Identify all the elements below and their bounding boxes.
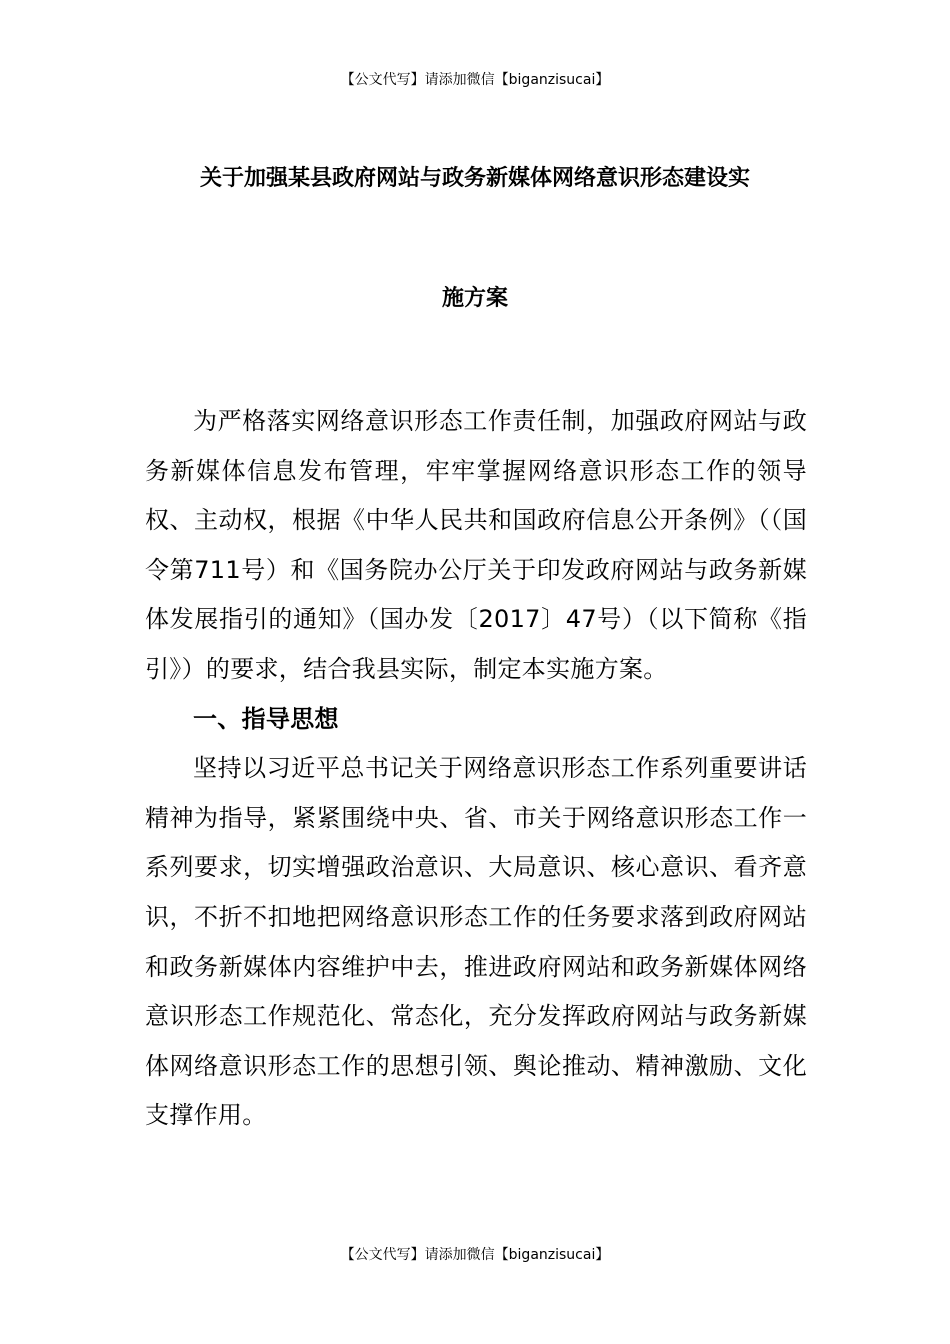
intro-paragraph: 为严格落实网络意识形态工作责任制，加强政府网站与政务新媒体信息发布管理，牢牢掌握网络意识形态工作的领导权、主动权，根据《中华人民共和国政府信息公开条例》（（国令第711号）和《国务院办公厅关于印发政府网站与政务新媒体发展指引的通知》（国办发〔2017〕47号）（以下简称《指引》）的要求，结合我县实际，制定本实施方案。 [145, 407, 807, 683]
document-title-line-1: 关于加强某县政府网站与政务新媒体网络意识形态建设实 [199, 166, 750, 191]
document-body [145, 397, 807, 1141]
section-paragraph-guiding-ideology: 坚持以习近平总书记关于网络意识形态工作系列重要讲话精神为指导，紧紧围绕中央、省、市关于网络意识形态工作一系列要求，切实增强政治意识、大局意识、核心意识、看齐意识，不折不扣地把网络意识形态工作的任务要求落到政府网站和政务新媒体内容维护中去，推进政府网站和政务新媒体网络意识形态工作规范化、常态化，充分发挥政府网站与政务新媒体网络意识形态工作的思想引领、舆论推动、精神激励、文化支撑作用。 [145, 754, 807, 1130]
header-watermark-note: 【公文代写】请添加微信【biganzisucai】 [340, 72, 610, 88]
footer-watermark-note: 【公文代写】请添加微信【biganzisucai】 [340, 1247, 610, 1263]
section-heading-guiding-ideology: 一、指导思想 [193, 704, 339, 733]
document-title-line-2: 施方案 [441, 286, 508, 311]
